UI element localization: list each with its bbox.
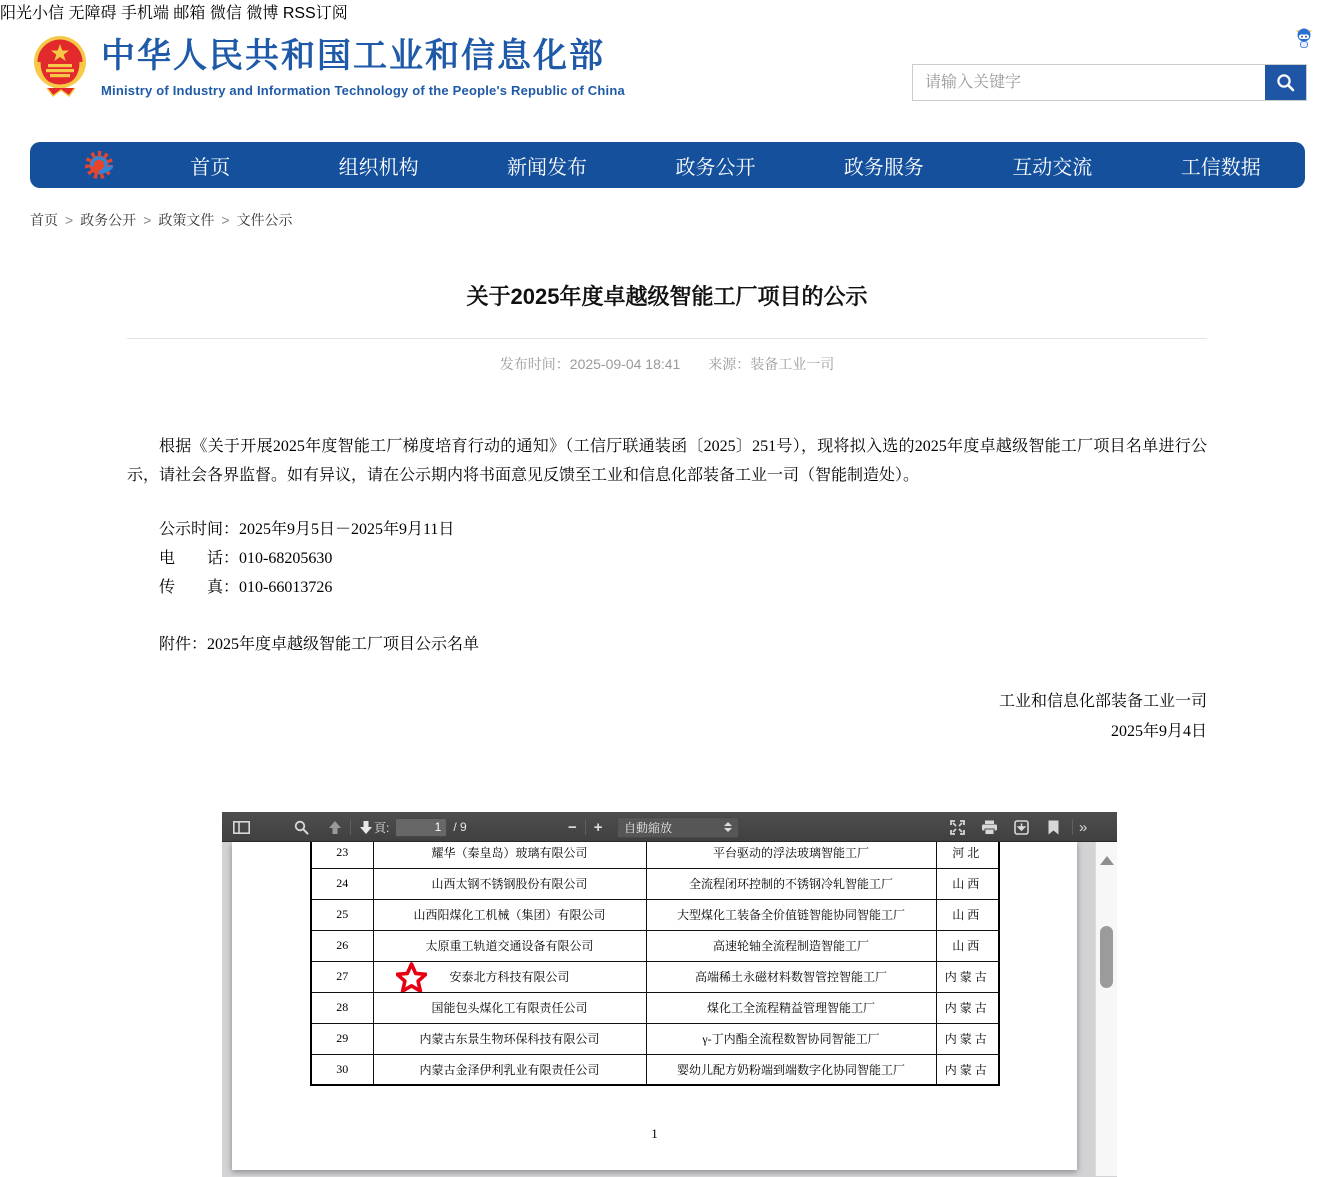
top-link[interactable]: 手机端: [120, 5, 169, 22]
row-number-cell: 27: [311, 961, 373, 992]
search-input[interactable]: [913, 65, 1265, 100]
company-name: 安泰北方科技有限公司: [449, 970, 570, 984]
row-number-cell: 28: [311, 992, 373, 1023]
province-cell: 内蒙古: [936, 961, 999, 992]
zoom-in-button[interactable]: +: [593, 818, 603, 836]
company-cell: [373, 961, 646, 992]
top-utility-links: [1295, 28, 1307, 48]
project-cell: 大型煤化工装备全价值链智能协同智能工厂: [646, 899, 936, 930]
company-name: 国能包头煤化工有限责任公司: [431, 1001, 588, 1015]
download-button[interactable]: [1008, 815, 1034, 839]
nav-item[interactable]: 政务公开: [675, 156, 756, 179]
pdf-page: [232, 842, 1077, 1170]
pdf-scrollbar[interactable]: [1095, 842, 1117, 1176]
nav-item[interactable]: 工信数据: [1180, 156, 1261, 179]
signature-date: 2025年9月4日: [1110, 723, 1207, 740]
province-cell: 内蒙古: [936, 992, 999, 1023]
red-star-annotation-icon: [396, 962, 427, 993]
row-number-cell: 25: [311, 899, 373, 930]
contact-line: 电 话：010-68205630: [159, 550, 333, 567]
top-link[interactable]: RSS订阅: [282, 5, 348, 22]
bookmark-button[interactable]: [1040, 815, 1066, 839]
company-cell: [373, 1023, 646, 1054]
table-row: [311, 961, 999, 992]
table-row: [311, 1023, 999, 1054]
search-button[interactable]: [1265, 65, 1306, 100]
national-emblem-icon: [33, 32, 87, 98]
top-link[interactable]: 阳光小信: [0, 5, 65, 22]
page-number-input[interactable]: [395, 818, 447, 837]
company-cell: [373, 930, 646, 961]
project-cell: 平台驱动的浮法玻璃智能工厂: [646, 842, 936, 868]
company-name: 耀华（秦皇岛）玻璃有限公司: [431, 846, 588, 861]
site-header-logo: [33, 32, 625, 98]
article: [127, 282, 1207, 747]
nav-item[interactable]: 政务服务: [843, 156, 924, 179]
project-cell: 煤化工全流程精益管理智能工厂: [646, 992, 936, 1023]
company-cell: [373, 868, 646, 899]
province-cell: 河北: [936, 842, 999, 868]
company-name: 山西阳煤化工机械（集团）有限公司: [413, 908, 606, 922]
pdf-page-number: 1: [651, 1126, 658, 1141]
contact-lines: [127, 515, 1207, 602]
top-link[interactable]: 无障碍: [68, 5, 117, 22]
article-paragraph: 根据《关于开展2025年度智能工厂梯度培育行动的通知》（工信厅联通装函〔2025〕251号），现将拟入选的2025年度卓越级智能工厂项目名单进行公示，请社会各界监督。如有异议，请在公示期内将书面意见反馈至工业和信息化部装备工业一司（智能制造处）。: [127, 438, 1207, 484]
scrollbar-thumb[interactable]: [1100, 926, 1113, 988]
top-link[interactable]: 微博: [246, 5, 279, 22]
printer-icon: [981, 820, 998, 835]
breadcrumb-item[interactable]: 政务公开 >: [80, 210, 158, 230]
project-cell: 全流程闭环控制的不锈钢冷轧智能工厂: [646, 868, 936, 899]
table-row: [311, 868, 999, 899]
top-link[interactable]: 微信: [209, 5, 242, 22]
zoom-out-button[interactable]: −: [568, 818, 577, 836]
page-total: / 9: [453, 820, 467, 834]
print-button[interactable]: [976, 815, 1002, 839]
divider: [127, 338, 1207, 339]
zoom-select-value: 自動縮放: [624, 820, 673, 835]
table-row: [311, 842, 999, 868]
project-cell: 婴幼儿配方奶粉端到端数字化协同智能工厂: [646, 1054, 936, 1085]
table-row: [311, 930, 999, 961]
contact-line: 传 真：010-66013726: [159, 579, 333, 596]
signature-department: 工业和信息化部装备工业一司: [998, 693, 1207, 710]
row-number-cell: 29: [311, 1023, 373, 1054]
company-name: 太原重工轨道交通设备有限公司: [425, 939, 594, 953]
factory-table: [310, 842, 1000, 1086]
province-cell: 山西: [936, 868, 999, 899]
breadcrumb: [30, 210, 293, 230]
row-number-cell: 24: [311, 868, 373, 899]
table-row: [311, 899, 999, 930]
nav-item[interactable]: 新闻发布: [507, 156, 588, 179]
arrow-down-icon: [359, 820, 373, 835]
nav-item[interactable]: 互动交流: [1012, 156, 1093, 179]
province-cell: 山西: [936, 899, 999, 930]
publish-time: 发布时间：2025-09-04 18:41: [499, 356, 681, 372]
sunshine-robot-icon: [1295, 28, 1313, 48]
company-cell: [373, 1054, 646, 1085]
company-name: 内蒙古金泽伊利乳业有限责任公司: [419, 1062, 600, 1077]
sidebar-toggle-icon: [233, 821, 250, 834]
page-title: 关于2025年度卓越级智能工厂项目的公示: [466, 284, 868, 309]
breadcrumb-item[interactable]: 首页 >: [30, 210, 80, 230]
miit-gear-logo-icon: [82, 148, 116, 182]
bookmark-icon: [1048, 820, 1059, 835]
find-button[interactable]: [288, 815, 314, 839]
project-cell: 高速轮轴全流程制造智能工厂: [646, 930, 936, 961]
previous-page-button[interactable]: [322, 815, 348, 839]
attachment-link[interactable]: 附件：2025年度卓越级智能工厂项目公示名单: [159, 636, 480, 653]
company-cell: [373, 899, 646, 930]
select-arrows-icon: [724, 822, 732, 832]
company-cell: [373, 842, 646, 868]
download-icon: [1014, 820, 1029, 835]
sidebar-toggle-button[interactable]: [228, 815, 254, 839]
site-title: 中华人民共和国工业和信息化部: [101, 37, 605, 75]
company-name: 山西太钢不锈钢股份有限公司: [431, 877, 588, 891]
project-cell: γ-丁内酯全流程数智协同智能工厂: [646, 1023, 936, 1054]
page-label: 頁:: [374, 820, 390, 835]
search-icon: [294, 820, 309, 835]
company-name: 内蒙古东景生物环保科技有限公司: [419, 1032, 600, 1046]
article-meta: [127, 354, 1207, 374]
source: 来源：装备工业一司: [708, 356, 835, 372]
breadcrumb-item[interactable]: 政策文件 >: [158, 210, 236, 230]
top-link[interactable]: 邮箱: [173, 5, 206, 22]
breadcrumb-item[interactable]: 文件公示: [236, 212, 293, 228]
row-number-cell: 26: [311, 930, 373, 961]
table-row: [311, 992, 999, 1023]
project-cell: 高端稀土永磁材料数智管控智能工厂: [646, 961, 936, 992]
pdf-body: [222, 842, 1117, 1176]
row-number-cell: 23: [311, 842, 373, 868]
scroll-up-arrow-icon[interactable]: [1100, 856, 1114, 865]
pdf-toolbar: [222, 812, 1117, 842]
pdf-viewer: [222, 812, 1117, 1177]
table-row: [311, 1054, 999, 1085]
site-subtitle: Ministry of Industry and Information Technology of the People's Republic of China: [101, 83, 625, 98]
province-cell: 山西: [936, 930, 999, 961]
province-cell: 内蒙古: [936, 1054, 999, 1085]
presentation-mode-button[interactable]: [944, 815, 970, 839]
site-search: [912, 64, 1307, 101]
row-number-cell: 30: [311, 1054, 373, 1085]
nav-item[interactable]: 组织机构: [338, 156, 419, 179]
main-nav: [30, 142, 1305, 188]
contact-line: 公示时间：2025年9月5日－2025年9月11日: [159, 521, 455, 538]
nav-item[interactable]: 首页: [190, 156, 231, 179]
province-cell: 内蒙古: [936, 1023, 999, 1054]
arrow-up-icon: [328, 820, 342, 835]
search-icon: [1276, 73, 1295, 92]
company-cell: [373, 992, 646, 1023]
fullscreen-icon: [950, 820, 965, 835]
toolbar-overflow-button[interactable]: »: [1079, 818, 1087, 836]
zoom-select[interactable]: [617, 817, 739, 838]
